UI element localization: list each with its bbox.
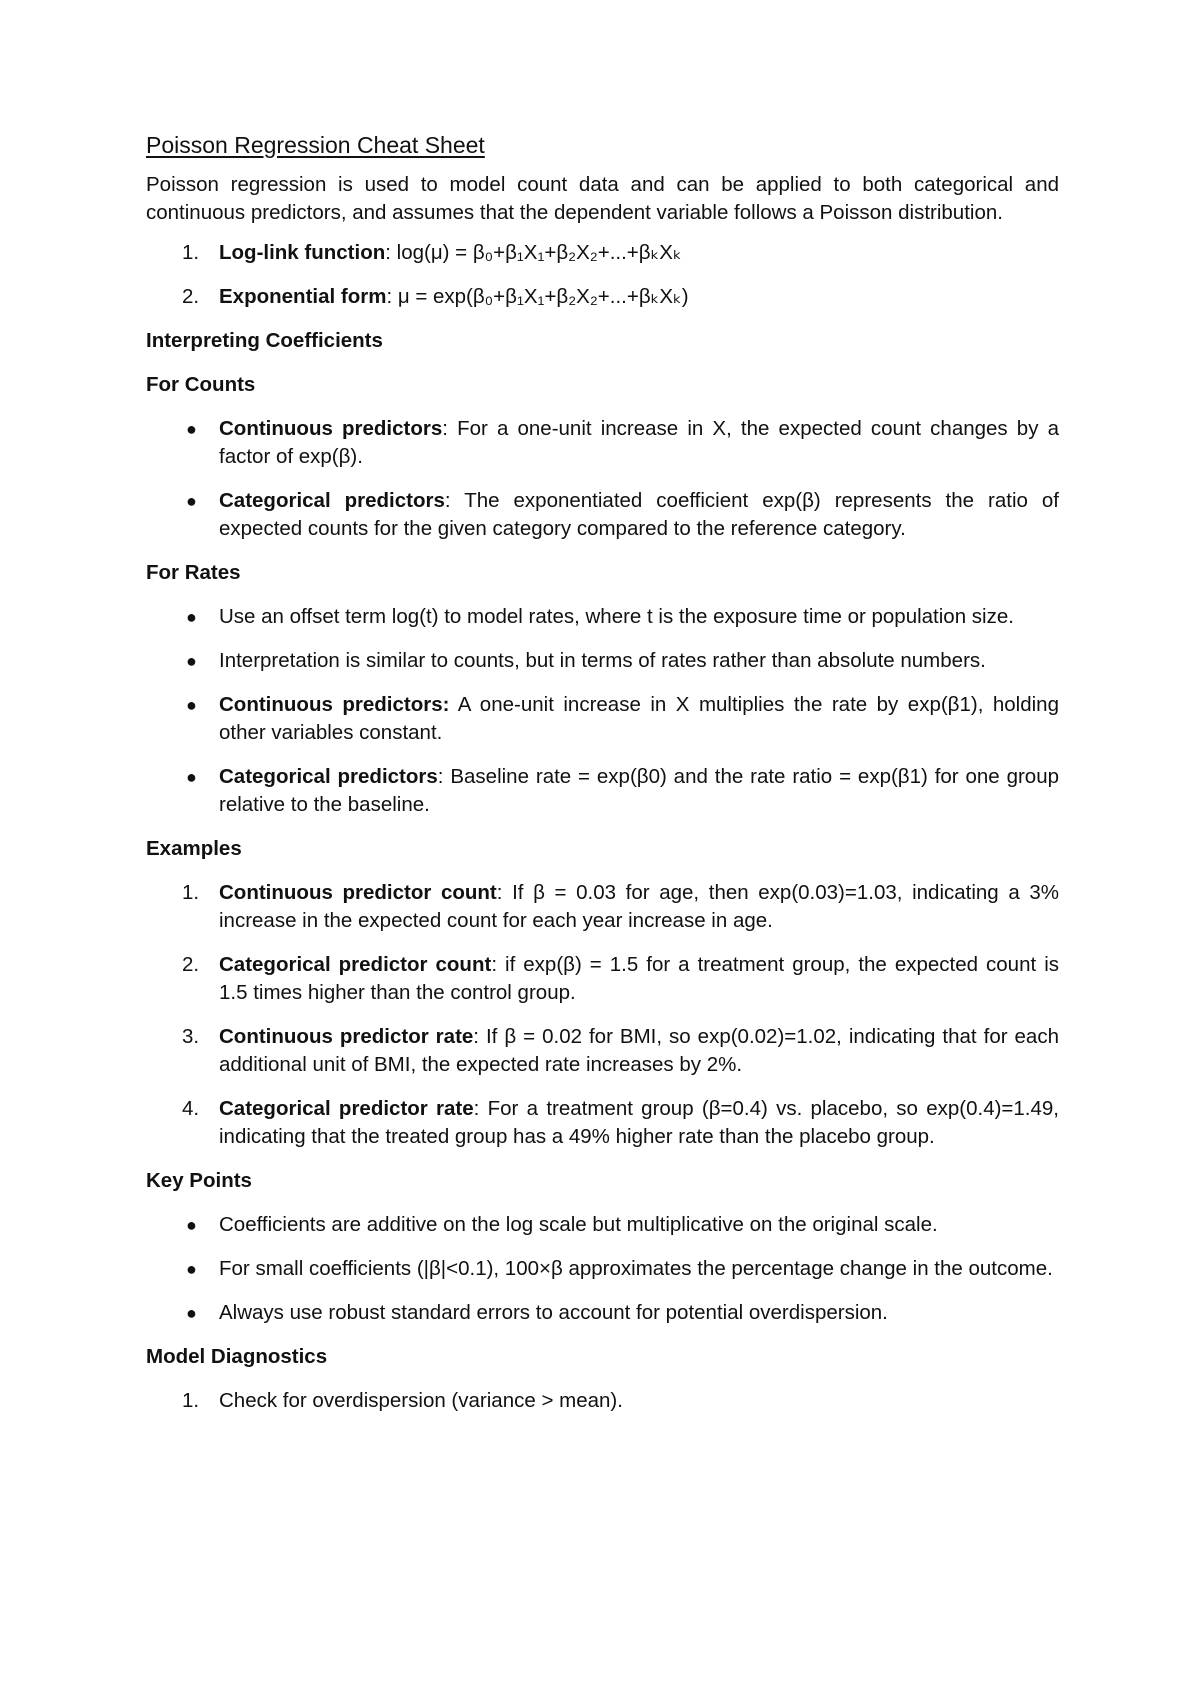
item-label: Categorical predictor count: [219, 953, 492, 976]
item-label: Categorical predictor rate: [219, 1097, 474, 1120]
list-item: [146, 415, 1059, 471]
section-heading-diagnostics: Model Diagnostics: [146, 1345, 328, 1368]
bullet-icon: ●: [186, 1259, 197, 1279]
section-heading-key-points: Key Points: [146, 1169, 252, 1192]
item-text: : If β = 0.02 for BMI, so exp(0.02)=1.02, indicating that for each additional unit of BMI, the expected rate increases by 2%.: [219, 1025, 1059, 1076]
item-text: : Baseline rate = exp(β0) and the rate ratio = exp(β1) for one group relative to the baseline.: [219, 765, 1060, 816]
list-item: [146, 1211, 1059, 1239]
item-text: Check for overdispersion (variance > mean).: [219, 1389, 623, 1412]
item-label: Categorical predictors: [219, 489, 445, 512]
list-item: [146, 603, 1059, 631]
list-item: [146, 1387, 1059, 1415]
list-item: [146, 1255, 1059, 1283]
diagnostics-list: [146, 1387, 1059, 1415]
section-heading-examples: Examples: [146, 837, 242, 860]
section-heading-counts: For Counts: [146, 373, 256, 396]
list-item: [146, 879, 1059, 935]
item-text: : The exponentiated coefficient exp(β) represents the ratio of expected counts for the given category compared to the reference category.: [219, 489, 1059, 540]
list-item: [146, 951, 1059, 1007]
list-item: [146, 283, 1059, 311]
item-text: Interpretation is similar to counts, but in terms of rates rather than absolute numbers.: [219, 649, 986, 672]
list-number: 4.: [182, 1097, 200, 1120]
list-item: [146, 1023, 1059, 1079]
item-label: Log-link function: [219, 241, 386, 264]
list-number: 1.: [182, 1389, 200, 1412]
item-text: For small coefficients (|β|<0.1), 100×β approximates the percentage change in the outcome.: [219, 1257, 1053, 1280]
item-text: A one-unit increase in X multiplies the rate by exp(β1), holding other variables constant.: [219, 693, 1059, 744]
rates-list: [146, 603, 1059, 819]
page-title: Poisson Regression Cheat Sheet: [146, 132, 485, 158]
item-text: : log(μ) = β₀+β₁X₁+β₂X₂+...+βₖXₖ: [385, 241, 682, 264]
list-number: 1.: [182, 881, 200, 904]
item-text: : For a one-unit increase in X, the expected count changes by a factor of exp(β).: [219, 417, 1059, 468]
list-item: [146, 487, 1059, 543]
bullet-icon: ●: [186, 491, 197, 511]
item-text: : μ = exp(β₀+β₁X₁+β₂X₂+...+βₖXₖ): [386, 285, 689, 308]
item-label: Continuous predictor rate: [219, 1025, 474, 1048]
bullet-icon: ●: [186, 1303, 197, 1323]
item-label: Continuous predictors:: [219, 693, 450, 716]
list-item: [146, 763, 1059, 819]
bullet-icon: ●: [186, 1215, 197, 1235]
section-heading-rates: For Rates: [146, 561, 241, 584]
counts-list: [146, 415, 1059, 543]
document-page: [146, 130, 1059, 1431]
item-label: Continuous predictor count: [219, 881, 497, 904]
list-item: [146, 239, 1059, 267]
list-item: [146, 1299, 1059, 1327]
list-number: 3.: [182, 1025, 200, 1048]
bullet-icon: ●: [186, 419, 197, 439]
list-number: 2.: [182, 285, 200, 308]
list-item: [146, 1095, 1059, 1151]
list-item: [146, 691, 1059, 747]
list-number: 2.: [182, 953, 200, 976]
item-text: Coefficients are additive on the log scale but multiplicative on the original scale.: [219, 1213, 938, 1236]
intro-paragraph: Poisson regression is used to model count data and can be applied to both categorical and continuous predictors, and assumes that the dependent variable follows a Poisson distribution.: [146, 173, 1059, 224]
examples-list: [146, 879, 1059, 1151]
section-heading-interpreting: Interpreting Coefficients: [146, 329, 383, 352]
item-text: Always use robust standard errors to account for potential overdispersion.: [219, 1301, 888, 1324]
item-text: : If β = 0.03 for age, then exp(0.03)=1.03, indicating a 3% increase in the expected count for each year increase in age.: [219, 881, 1059, 932]
bullet-icon: ●: [186, 695, 197, 715]
item-text: Use an offset term log(t) to model rates, where t is the exposure time or population size.: [219, 605, 1014, 628]
bullet-icon: ●: [186, 607, 197, 627]
item-label: Categorical predictors: [219, 765, 438, 788]
item-label: Exponential form: [219, 285, 387, 308]
item-text: : For a treatment group (β=0.4) vs. placebo, so exp(0.4)=1.49, indicating that the treated group has a 49% higher rate than the placebo group.: [219, 1097, 1060, 1148]
bullet-icon: ●: [186, 651, 197, 671]
formula-list: [146, 239, 1059, 311]
item-label: Continuous predictors: [219, 417, 443, 440]
bullet-icon: ●: [186, 767, 197, 787]
list-item: [146, 647, 1059, 675]
keypoints-list: [146, 1211, 1059, 1327]
item-text: : if exp(β) = 1.5 for a treatment group, the expected count is 1.5 times higher than the control group.: [219, 953, 1059, 1004]
list-number: 1.: [182, 241, 200, 264]
